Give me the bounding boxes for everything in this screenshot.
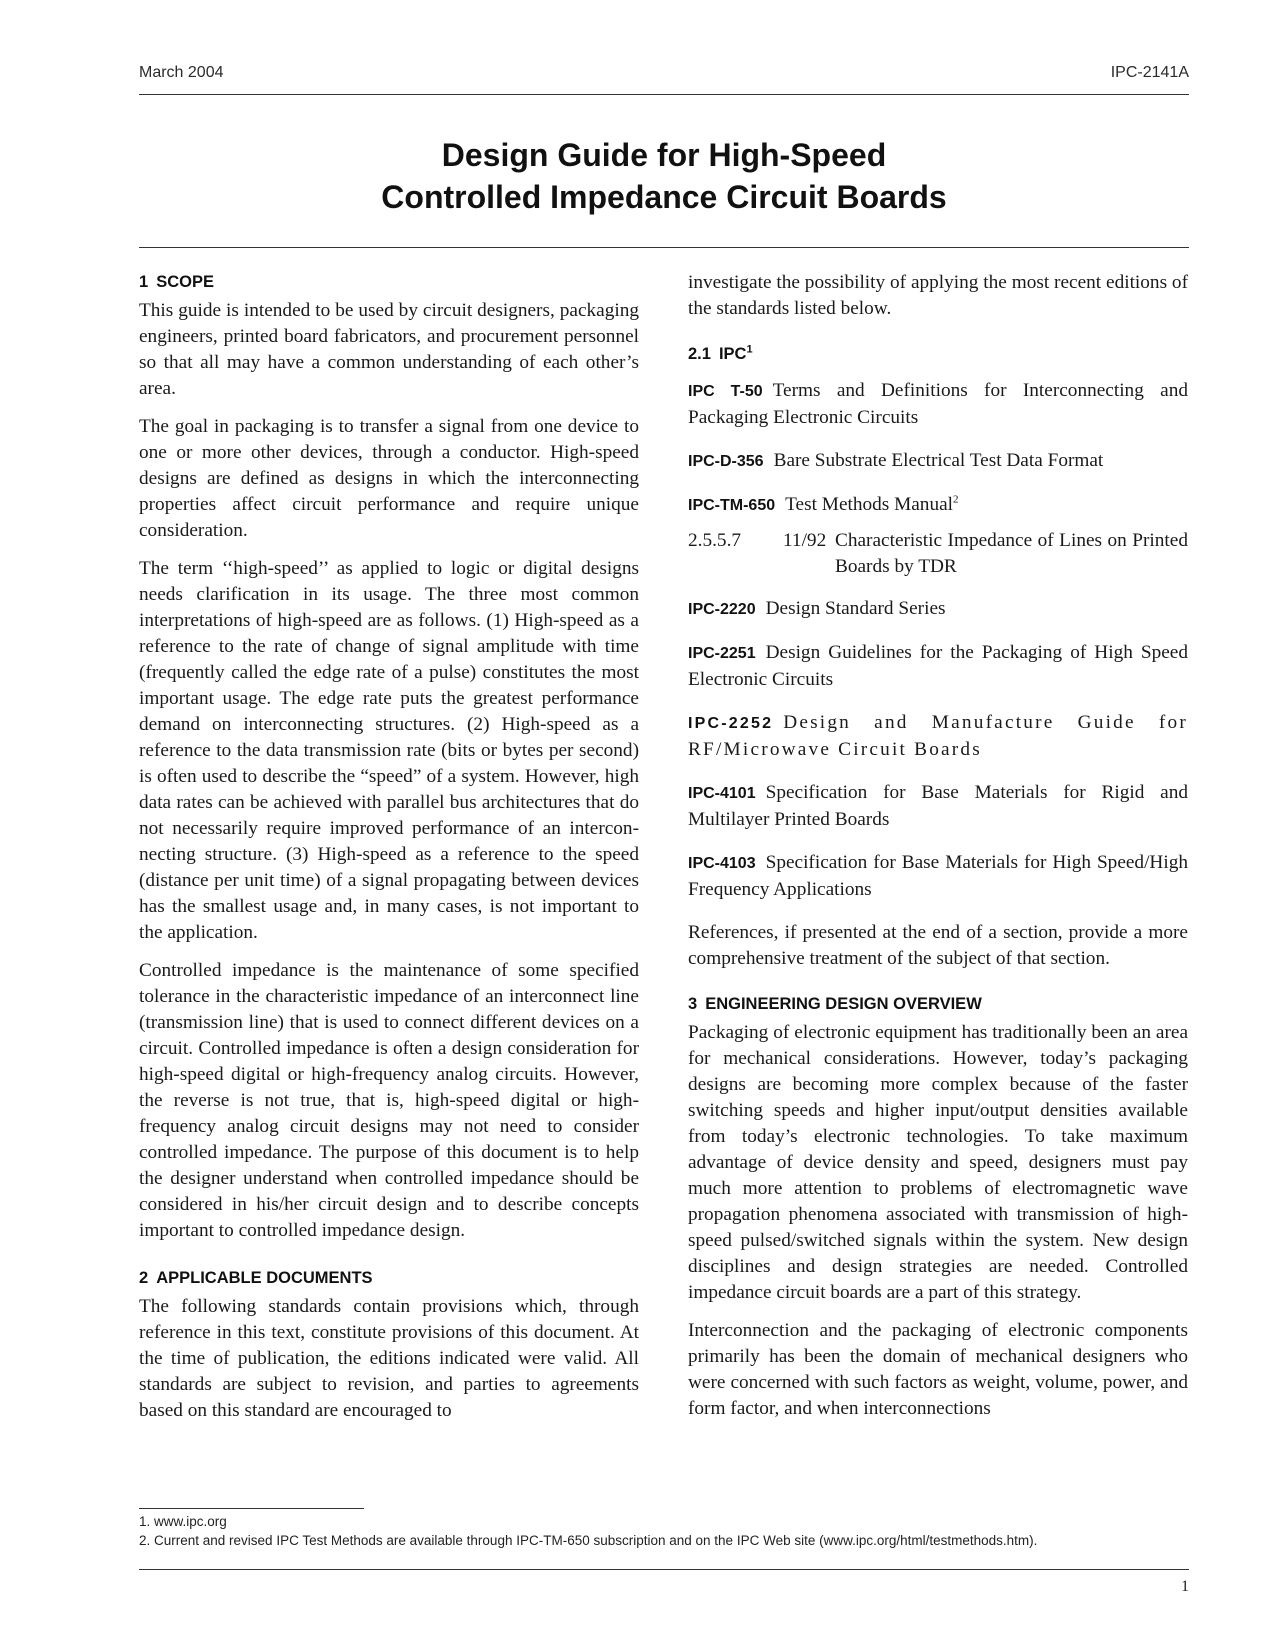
right-column: [688, 270, 1188, 1422]
test-method-date: 11/92: [783, 530, 827, 551]
references-note: References, if presented at the end of a section, provide a more comprehensive treatment of the subject of that section.: [688, 922, 1188, 969]
standard-entry: [688, 780, 1188, 833]
test-method-number: 2.5.5.7: [688, 530, 742, 551]
standard-code: IPC-4101: [688, 785, 756, 802]
section-title: ENGINEERING DESIGN OVERVIEW: [705, 995, 982, 1013]
standard-code: IPC-2220: [688, 601, 756, 618]
scope-paragraph-1: This guide is intended to be used by circuit designers, packaging engineers, printed board fabricators, and procurement personnel so that all may have a common understanding of each other’s area.: [139, 300, 639, 399]
standard-entry: [688, 710, 1188, 763]
footnote-rule: [139, 1508, 364, 1509]
section-heading-engineering-design-overview: [688, 992, 1188, 1016]
applicable-paragraph: The following standards contain provisions which, through reference in this text, constitute provisions of this document. At the time of publication, the editions indicated were valid. All standards are subject to revision, and parties to agreements based on this standard are encouraged to: [139, 1296, 639, 1421]
test-method-title: Characteristic Impedance of Lines on Printed Boards by TDR: [835, 530, 1188, 577]
standard-code: IPC T-50: [688, 383, 763, 400]
section-heading-applicable-documents: [139, 1266, 639, 1290]
test-method-entry: [688, 528, 1188, 580]
title-line-1: Design Guide for High-Speed: [441, 137, 887, 173]
standard-entry: [688, 596, 1188, 623]
standard-title: Terms and Definitions for Interconnecting and Packaging Electronic Circuits: [688, 380, 1188, 428]
standard-code: IPC-D-356: [688, 453, 764, 470]
applicable-continuation: investigate the possibility of applying the most recent editions of the standards listed below.: [688, 272, 1188, 319]
section-number: 3: [688, 995, 698, 1013]
title-line-2: Controlled Impedance Circuit Boards: [381, 179, 947, 215]
left-column: [139, 270, 639, 1424]
section-number: 2: [139, 1269, 149, 1287]
footnote-1: 1. www.ipc.org: [139, 1514, 227, 1529]
standard-code: IPC-2252: [688, 715, 774, 732]
page-header: [139, 64, 1189, 84]
standard-code: IPC-TM-650: [688, 497, 776, 514]
footnotes: [139, 1512, 1189, 1550]
page-number: 1: [1181, 1578, 1189, 1595]
header-doc-id: IPC-2141A: [1110, 64, 1189, 81]
standard-title: Specification for Base Materials for Rigid and Multilayer Printed Boards: [688, 782, 1188, 830]
header-rule: [139, 94, 1189, 95]
standard-code: IPC-4103: [688, 855, 756, 872]
section-heading-scope: [139, 270, 639, 294]
scope-paragraph-2: The goal in packaging is to transfer a signal from one device to one or more other devices, through a conductor. High-speed designs are defined as designs in which the interconnecting properties affect circuit performance and require unique consideration.: [139, 416, 639, 541]
footnote-ref: 2: [953, 493, 959, 506]
standard-title: Design Standard Series: [765, 598, 946, 619]
section-number: 1: [139, 273, 149, 291]
section-title: APPLICABLE DOCUMENTS: [156, 1269, 373, 1287]
scope-paragraph-4: Controlled impedance is the maintenance of some specified tolerance in the characteristic impedance of an interconnect line (transmission line) that is used to connect different devices on a circuit. Controlled impedance is often a design consideration for high-speed digital or high-frequency analog circuits. However, the reverse is not true, that is, high-speed digital or high-frequency analog circuit designs may not need to consider controlled impedance. The purpose of this document is to help the designer understand when controlled impedance should be considered in his/her circuit design and to describe concepts important to controlled impedance design.: [139, 960, 639, 1241]
page-title: [139, 134, 1189, 218]
footer-rule: [139, 1569, 1189, 1570]
standard-entry: [688, 492, 1188, 519]
header-date: March 2004: [139, 64, 224, 81]
section-number: 2.1: [688, 345, 711, 363]
standard-title: Design and Manufacture Guide for RF/Microwave Circuit Boards: [688, 712, 1188, 760]
title-rule: [139, 247, 1189, 248]
section-title: SCOPE: [156, 273, 214, 291]
standard-entry: [688, 448, 1188, 475]
footnote-2: 2. Current and revised IPC Test Methods are available through IPC-TM-650 subscription and on the IPC Web site (www.ipc.org/html/testmethods.htm).: [139, 1533, 1038, 1548]
standard-title: Bare Substrate Electrical Test Data Format: [773, 450, 1104, 471]
section-heading-ipc: [688, 342, 1188, 366]
footnote-ref: 1: [746, 343, 753, 356]
standard-code: IPC-2251: [688, 645, 756, 662]
standard-entry: [688, 850, 1188, 903]
engineering-paragraph-2: Interconnection and the packaging of electronic components primarily has been the domain of mechanical designers who were concerned with such factors as weight, volume, power, and form factor, and when interconnections: [688, 1320, 1188, 1419]
scope-paragraph-3: The term ‘‘high-speed’’ as applied to logic or digital designs needs clarification in its usage. The three most common interpretations of high-speed are as follows. (1) High-speed as a reference to the rate of change of signal amplitude with time (frequently called the edge rate of a pulse) constitutes the most important usage. The edge rate puts the greatest performance demand on interconnecting structures. (2) High-speed as a reference to the data transmission rate (bits or bytes per second) is often used to describe the “speed” of a system. However, high data rates can be achieved with parallel bus architectures that do not necessarily require improved performance of an interconnecting structure. (3) High-speed as a reference to the speed (distance per unit time) of a signal propagating between devices has the smallest usage and, in many cases, is not important to the application.: [139, 558, 639, 943]
standard-title: Design Guidelines for the Packaging of High Speed Electronic Circuits: [688, 642, 1188, 690]
engineering-paragraph-1: Packaging of electronic equipment has traditionally been an area for mechanical considerations. However, today’s packaging designs are becoming more complex because of the faster switching speeds and higher input/output densities available from today’s electronic technologies. To take maximum advantage of device density and speed, designers must pay much more attention to problems of electromagnetic wave propagation phenomena associated with transmission of high-speed pulsed/switched signals within the system. New design disciplines and design strategies are needed. Controlled impedance circuit boards are a part of this strategy.: [688, 1022, 1188, 1303]
standard-title: Specification for Base Materials for High Speed/High Frequency Applications: [688, 852, 1188, 900]
standard-title: Test Methods Manual: [785, 494, 953, 515]
standard-entry: [688, 640, 1188, 693]
section-title: IPC: [718, 345, 747, 363]
standard-entry: [688, 378, 1188, 431]
